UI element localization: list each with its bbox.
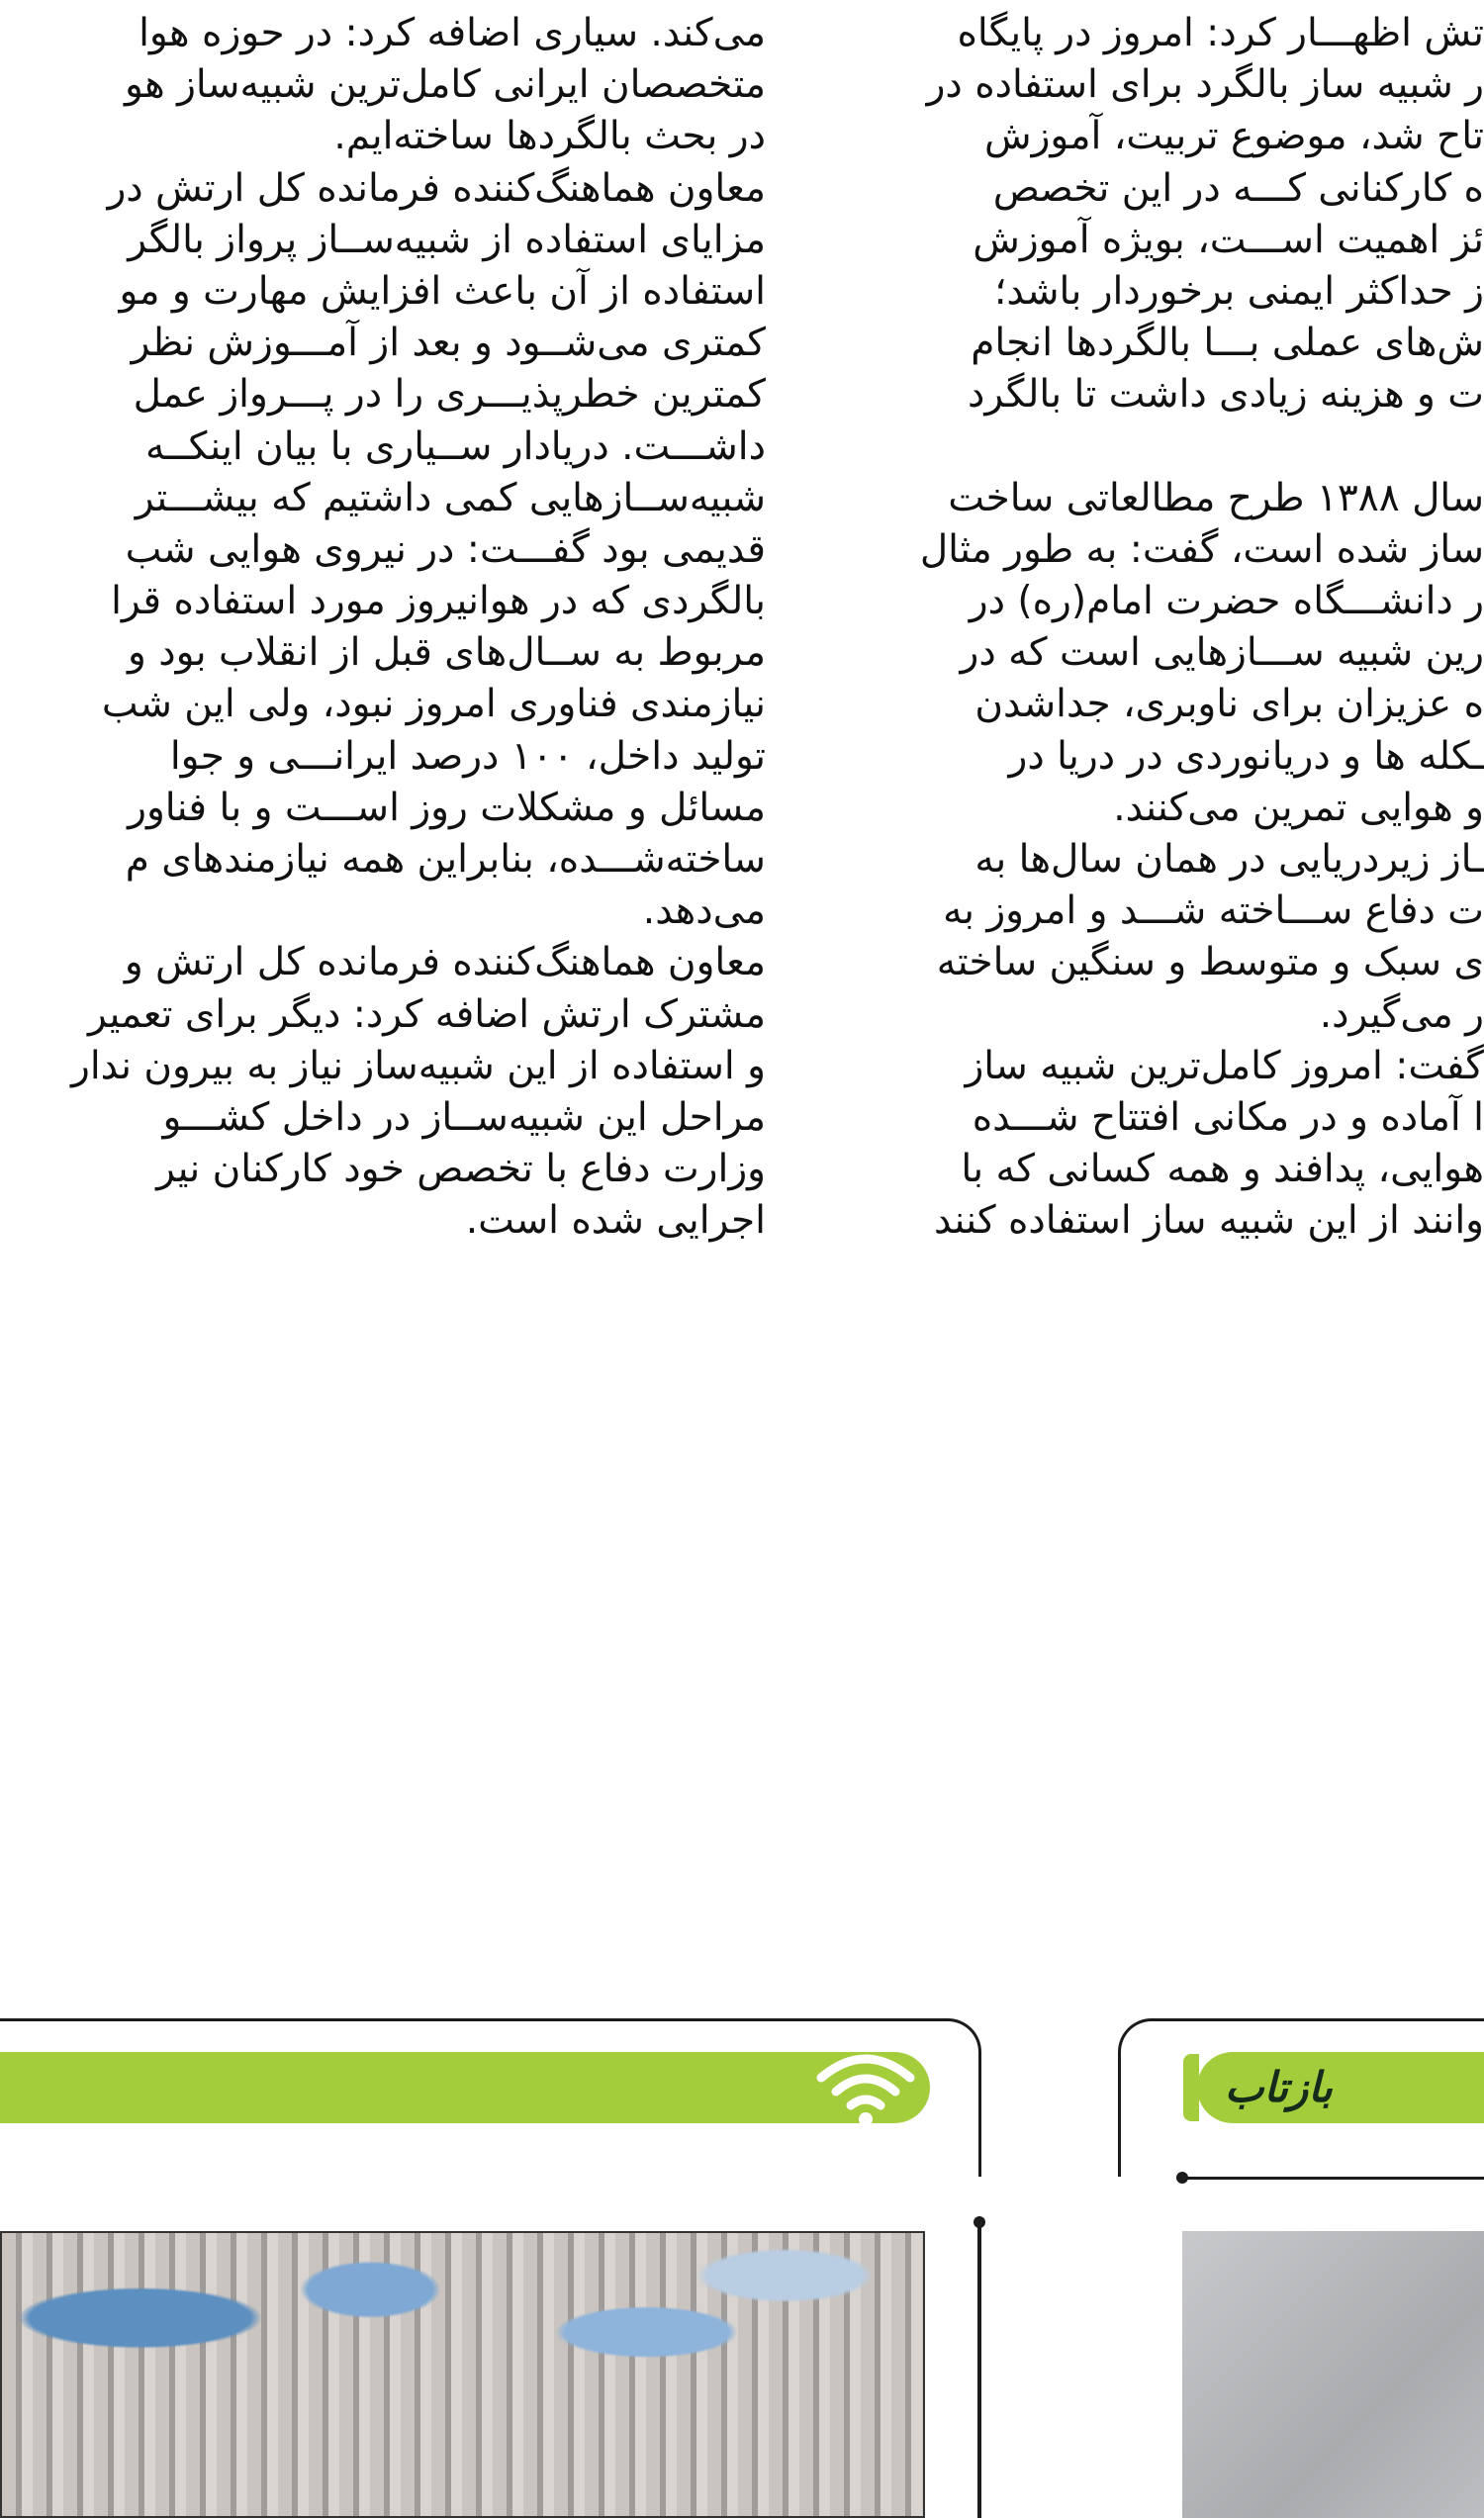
- article-line: گفت: امروز کامل‌ترین شبیه ساز: [965, 1043, 1484, 1088]
- article-line: هوایی، پدافند و همه کسانی که با: [961, 1147, 1484, 1192]
- article-line: ـاز زیردریایی در همان سال‌ها به: [974, 837, 1484, 882]
- article-line: ر دانشـــگاه حضرت امام(ره) در: [969, 579, 1484, 624]
- article-line: بالگردی که در هوانیروز مورد استفاده قرا: [111, 579, 766, 624]
- vertical-divider-dot: [974, 2216, 985, 2228]
- article-line: مشترک ارتش اضافه کرد: دیگر برای تعمیر: [88, 991, 766, 1037]
- article-line: ر شبیه ساز بالگرد برای استفاده در: [926, 62, 1484, 108]
- article-line: تولید داخل، ۱۰۰ درصد ایرانـــی و جوا: [169, 733, 766, 779]
- article-line: اجرایی شده است.: [465, 1198, 766, 1244]
- article-line: قدیمی بود گفـــت: در نیروی هوایی شب: [125, 526, 766, 572]
- article-line: ت و هزینه زیادی داشت تا بالگرد: [968, 372, 1484, 418]
- article-line: ر می‌گیرد.: [1319, 991, 1484, 1037]
- article-line: می‌کند. سیاری اضافه کرد: در حوزه هوا: [139, 11, 766, 55]
- article-line: مسائل و مشکلات روز اســـت و با فناور: [128, 785, 766, 830]
- section-header-bar-left: [0, 2052, 930, 2123]
- article-line: متخصصان ایرانی کامل‌ترین شبیه‌ساز هو: [124, 62, 766, 108]
- article-line: ئز اهمیت اســـت، بویژه آموزش: [973, 217, 1484, 262]
- article-line: وزارت دفاع با تخصص خود کارکنان نیر: [156, 1147, 766, 1192]
- news-photo: [1182, 2231, 1484, 2518]
- article-line: ی سبک و متوسط و سنگین ساخته: [936, 940, 1484, 985]
- article-line: تاح شد، موضوع تربیت، آموزش: [983, 114, 1484, 159]
- article-line: کمتری می‌شــود و بعد از آمـــوزش نظر: [131, 321, 766, 366]
- article-line: در بحث بالگردها ساخته‌ایم.: [333, 114, 766, 159]
- article-line: و هوایی تمرین می‌کنند.: [1113, 785, 1484, 830]
- article-line: ت دفاع ســـاخته شـــد و امروز به: [943, 888, 1484, 934]
- article-line: رین شبیه ســـازهایی است که در: [960, 630, 1484, 676]
- divider-rule: [1182, 2177, 1484, 2180]
- article-line: مزایای استفاده از شبیه‌ســاز پرواز بالگر: [128, 217, 766, 262]
- article-line: معاون هماهنگ‌کننده فرمانده کل ارتش در: [107, 165, 766, 211]
- article-line: [821, 421, 1484, 473]
- article-line: ساز شده است، گفت: به طور مثال: [919, 526, 1484, 572]
- wifi-icon: [811, 2046, 920, 2129]
- article-line: ساخته‌شـــده، بنابراین همه نیازمندهای م: [125, 837, 766, 882]
- section-title-reflect: بازتاب: [1225, 2063, 1333, 2111]
- article-line: ـکله ها و دریانوردی در دریا در: [1008, 733, 1484, 779]
- article-line: مربوط به ســال‌های قبل از انقلاب بود و: [128, 630, 766, 676]
- article-line: وانند از این شبیه ساز استفاده کنند: [934, 1198, 1484, 1244]
- article-line: مراحل این شبیه‌ســاز در داخل کشـــو: [162, 1094, 766, 1140]
- article-column-left: [0, 8, 772, 1248]
- divider-dot: [1176, 2172, 1188, 2184]
- article-line: ش‌های عملی بـــا بالگردها انجام: [971, 321, 1484, 366]
- article-line: شبیه‌ســازهایی کمی داشتیم که بیشـــتر: [135, 475, 766, 520]
- article-line: معاون هماهنگ‌کننده فرمانده کل ارتش و: [124, 940, 766, 985]
- article-line: ه کارکنانی کـــه در این تخصص: [992, 165, 1484, 211]
- article-line: و استفاده از این شبیه‌ساز نیاز به بیرون ندار: [71, 1043, 766, 1088]
- article-line: داشـــت. دریادار ســیاری با بیان اینکــه: [145, 423, 766, 469]
- article-line: می‌دهد.: [642, 888, 766, 934]
- city-aerial-photo: [0, 2231, 925, 2518]
- article-line: نیازمندی فناوری امروز نبود، ولی این شب: [101, 682, 766, 727]
- vertical-divider: [977, 2221, 981, 2518]
- article-line: ه عزیزان برای ناوبری، جداشدن: [974, 682, 1484, 727]
- article-line: ز حداکثر ایمنی برخوردار باشد؛: [994, 268, 1484, 314]
- article-line: تش اظهـــار کرد: امروز در پایگاه: [957, 11, 1484, 55]
- article-line: استفاده از آن باعث افزایش مهارت و مو: [119, 268, 766, 314]
- article-column-right: [821, 8, 1484, 1248]
- article-line: ا آماده و در مکانی افتتاح شـــده: [972, 1094, 1484, 1140]
- article-line: کمترین خطرپذیـــری را در پـــرواز عمل: [133, 372, 766, 418]
- article-line: سال ۱۳۸۸ طرح مطالعاتی ساخت: [948, 475, 1484, 520]
